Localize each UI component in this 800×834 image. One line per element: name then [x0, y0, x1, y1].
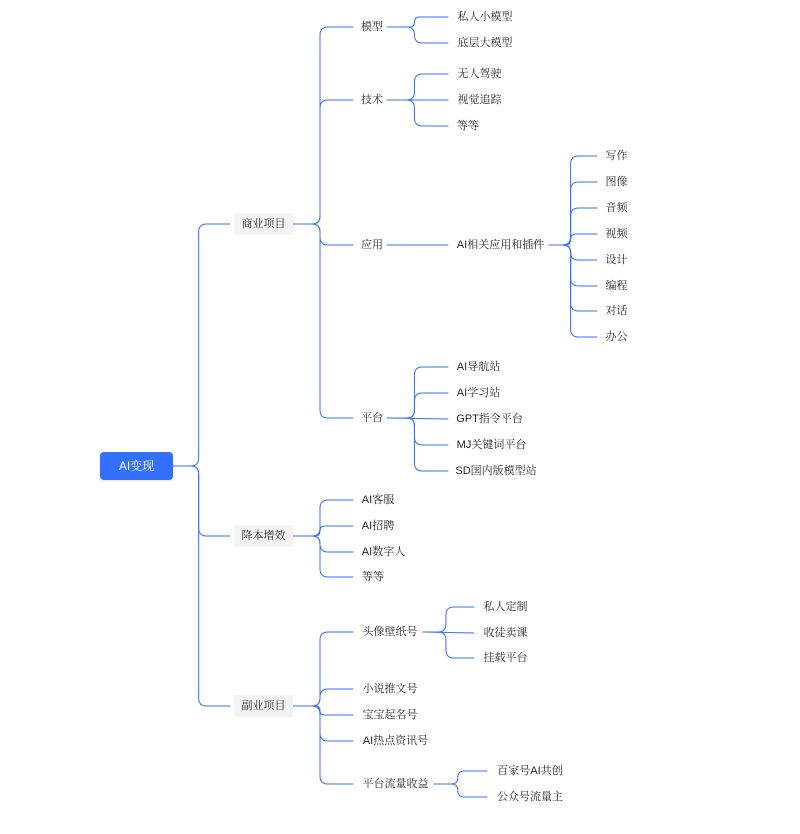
mindmap-leaf-node[interactable]: 图像: [605, 175, 628, 188]
mindmap-link: [293, 536, 353, 552]
mindmap-leaf-node[interactable]: 挂载平台: [483, 651, 528, 664]
mindmap-link: [549, 245, 597, 311]
mindmap-link: [387, 393, 448, 418]
mindmap-link: [387, 17, 448, 27]
mindmap-link: [293, 706, 353, 784]
mindmap-leaf-node[interactable]: 写作: [605, 149, 628, 162]
mindmap-leaf-node[interactable]: 视频: [605, 227, 628, 240]
mindmap-leaf-node[interactable]: 平台: [361, 411, 383, 424]
mindmap-leaf-node[interactable]: AI数字人: [361, 545, 406, 558]
mindmap-link: [549, 156, 597, 245]
mindmap-link: [387, 418, 448, 419]
mindmap-link: [293, 27, 353, 224]
mindmap-link: [549, 245, 597, 286]
mindmap-link: [387, 418, 448, 471]
mindmap-branch-node[interactable]: 副业项目: [234, 695, 293, 717]
mindmap-leaf-node[interactable]: 头像壁纸号: [362, 625, 418, 638]
mindmap-leaf-node[interactable]: 小说推文号: [362, 682, 418, 695]
mindmap-link: [387, 100, 448, 126]
mindmap-leaf-node[interactable]: 技术: [361, 93, 383, 106]
mindmap-link: [423, 632, 474, 658]
mindmap-leaf-node[interactable]: 办公: [605, 330, 628, 343]
mindmap-leaf-node[interactable]: AI导航站: [456, 360, 501, 373]
mindmap-link: [293, 689, 353, 706]
mindmap-link: [549, 245, 597, 337]
mindmap-leaf-node[interactable]: GPT指令平台: [456, 412, 523, 425]
mindmap-leaf-node[interactable]: 应用: [361, 238, 383, 251]
mindmap-link: [423, 607, 474, 632]
mindmap-leaf-node[interactable]: 设计: [605, 253, 628, 266]
mindmap-link: [293, 632, 353, 706]
mindmap-leaf-node[interactable]: AI学习站: [456, 386, 501, 399]
mindmap-leaf-node[interactable]: 私人小模型: [457, 10, 513, 23]
mindmap-leaf-node[interactable]: 编程: [605, 279, 628, 292]
mindmap-link: [387, 418, 448, 445]
mindmap-branch-node[interactable]: 降本增效: [234, 525, 293, 547]
mindmap-link: [173, 224, 230, 466]
mindmap-leaf-node[interactable]: 平台流量收益: [362, 777, 429, 790]
mindmap-leaf-node[interactable]: 模型: [361, 20, 383, 33]
mindmap-link: [293, 500, 353, 536]
mindmap-link: [173, 466, 230, 706]
mindmap-link: [549, 208, 597, 245]
mindmap-root-node[interactable]: AI变现: [100, 452, 173, 480]
mindmap-link: [293, 706, 353, 715]
mindmap-link: [423, 632, 474, 633]
mindmap-link: [293, 706, 353, 741]
mindmap-leaf-node[interactable]: 音频: [605, 201, 628, 214]
mindmap-link: [293, 100, 353, 224]
mindmap-branch-node[interactable]: 商业项目: [234, 213, 293, 235]
mindmap-leaf-node[interactable]: 底层大模型: [457, 36, 513, 49]
mindmap-leaf-node[interactable]: AI相关应用和插件: [456, 238, 545, 251]
mindmap-link: [293, 526, 353, 536]
mindmap-leaf-node[interactable]: AI客服: [361, 493, 395, 506]
mindmap-link: [549, 245, 597, 260]
mindmap-leaf-node[interactable]: 等等: [457, 119, 479, 132]
mindmap-link: [293, 536, 353, 577]
mindmap-link: [387, 74, 448, 100]
mindmap-leaf-node[interactable]: AI招聘: [361, 519, 395, 532]
mindmap-leaf-node[interactable]: 等等: [362, 570, 384, 583]
mindmap-link: [173, 466, 230, 536]
mindmap-link: [293, 224, 353, 245]
mindmap-link: [434, 771, 487, 784]
mindmap-leaf-node[interactable]: 视觉追踪: [457, 93, 502, 106]
mindmap-link: [549, 182, 597, 245]
mindmap-link: [387, 367, 448, 418]
mindmap-link: [387, 27, 448, 43]
mindmap-leaf-node[interactable]: 私人定制: [483, 600, 528, 613]
mindmap-link: [549, 234, 597, 245]
mindmap-leaf-node[interactable]: 对话: [605, 304, 628, 317]
mindmap-leaf-node[interactable]: 百家号AI共创: [497, 764, 563, 777]
mindmap-leaf-node[interactable]: 无人驾驶: [457, 67, 502, 80]
mindmap-leaf-node[interactable]: 收徒卖课: [483, 626, 528, 639]
mindmap-leaf-node[interactable]: MJ关键词平台: [456, 438, 527, 451]
mindmap-leaf-node[interactable]: 公众号流量主: [497, 790, 563, 803]
mindmap-link: [434, 784, 487, 797]
mindmap-leaf-node[interactable]: 宝宝起名号: [362, 708, 418, 721]
mindmap-leaf-node[interactable]: SD国内版模型站: [455, 464, 537, 477]
mindmap-leaf-node[interactable]: AI热点资讯号: [362, 734, 429, 747]
mindmap-link: [293, 224, 353, 418]
